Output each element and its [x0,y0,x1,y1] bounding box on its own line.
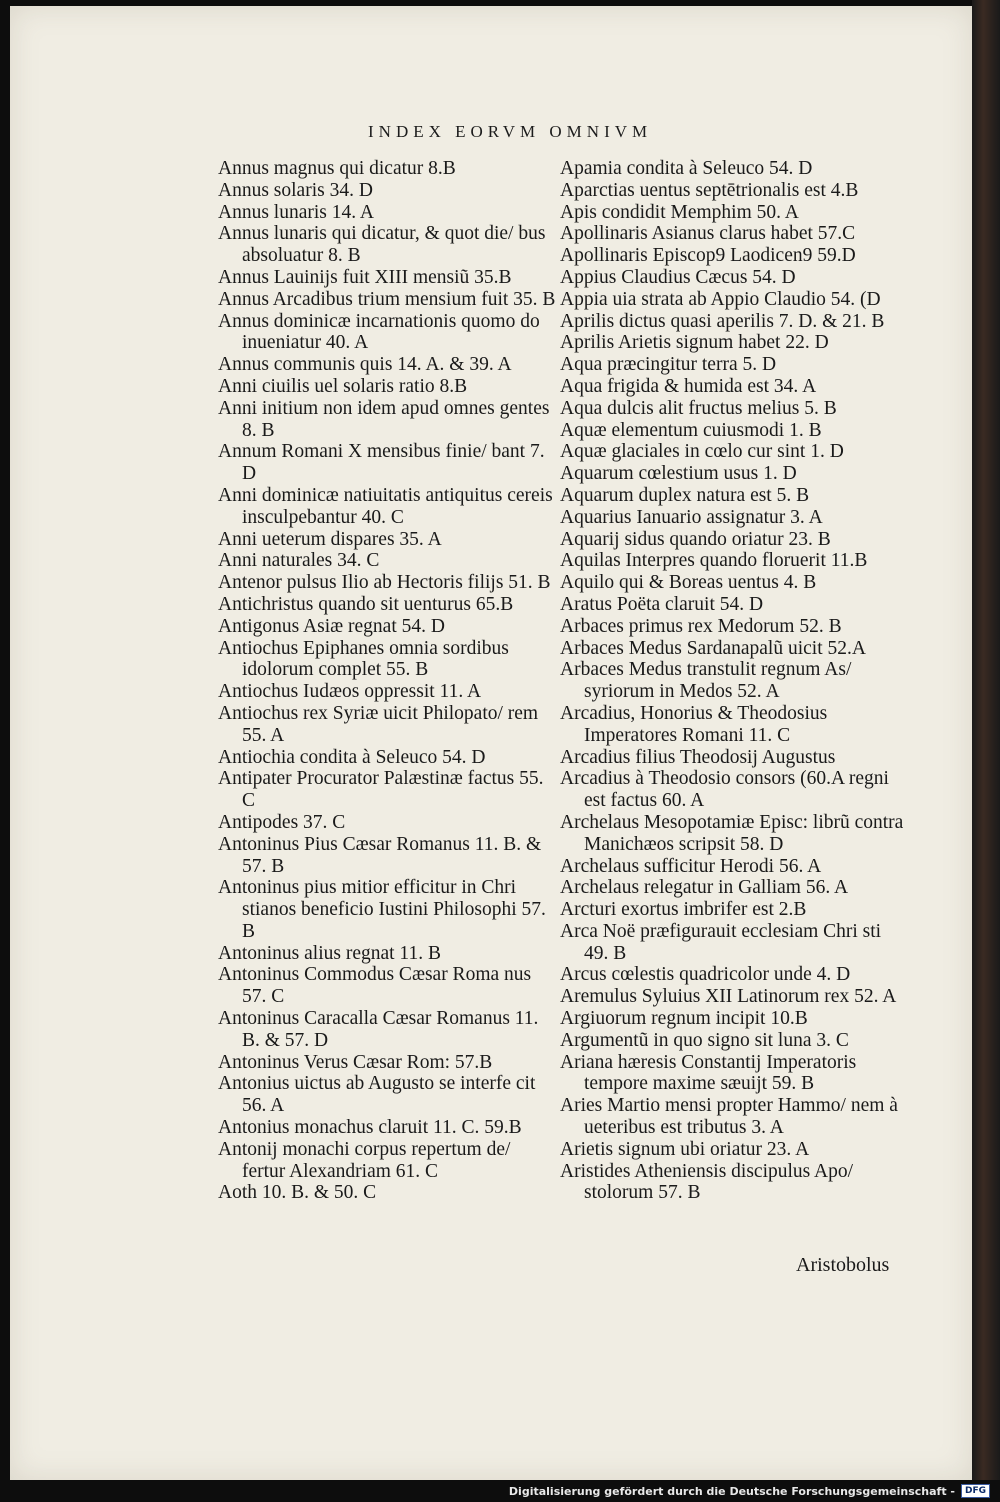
index-entry: Aoth 10. B. & 50. C [218,1182,377,1204]
index-entry: Antenor pulsus Ilio ab Hectoris filijs 51. B [218,572,551,594]
index-entry: Antiochia condita à Seleuco 54. D [218,746,486,768]
index-entry: Aqua frigida & humida est 34. A [560,375,817,397]
index-entry: Antoninus Verus Cæsar Rom: 57.B [218,1051,493,1073]
index-column-right [560,158,905,1204]
digitization-footer [0,1480,1000,1502]
index-entry: Apollinaris Episcop9 Laodicen9 59.D [560,245,856,267]
index-entry: Aqua dulcis alit fructus melius 5. B [560,397,837,419]
index-entry: Antiochus rex Syriæ uicit Philopato/ rem 55. A [218,702,539,746]
index-entry: Aristides Atheniensis discipulus Apo/ stolorum 57. B [560,1160,854,1204]
dfg-logo: DFG [961,1484,990,1498]
index-entry: Aquæ elementum cuiusmodi 1. B [560,419,822,441]
index-column-left [218,158,558,1204]
index-entry: Antigonus Asiæ regnat 54. D [218,615,445,637]
index-entry: Anni dominicæ natiuitatis antiquitus cereis insculpebantur 40. C [218,484,553,528]
index-entry: Antiochus Epiphanes omnia sordibus idolorum complet 55. B [218,637,509,681]
catchword: Aristobolus [796,1254,890,1276]
index-entry: Antoninus alius regnat 11. B [218,942,441,964]
index-entry: Antipater Procurator Palæstinæ factus 55. C [218,768,544,812]
index-entry: Antoninus Caracalla Cæsar Romanus 11. B. & 57. D [218,1008,539,1051]
index-entry: Archelaus relegatur in Galliam 56. A [560,877,849,899]
index-entry: Antoninus Pius Cæsar Romanus 11. B. & 57. B [218,833,542,877]
index-entry: Aquarius Ianuario assignatur 3. A [560,506,823,528]
index-entry: Arietis signum ubi oriatur 23. A [560,1138,810,1160]
index-entry: Arbaces primus rex Medorum 52. B [560,615,842,637]
index-entry: Anni ueterum dispares 35. A [218,528,442,550]
index-entry: Aquarij sidus quando oriatur 23. B [560,528,831,550]
index-entry: Archelaus sufficitur Herodi 56. A [560,855,822,877]
index-entry: Aratus Poëta claruit 54. D [560,593,764,615]
running-head: INDEX EORVM OMNIVM [368,122,653,141]
index-entry: Apis condidit Memphim 50. A [560,201,799,223]
index-entry: Anni ciuilis uel solaris ratio 8.B [218,375,468,397]
index-entry: Antonij monachi corpus repertum de/ fertur Alexandriam 61. C [218,1138,511,1182]
index-entry: Archelaus Mesopotamiæ Episc: librũ contra Manichæos scripsit 58. D [560,811,904,855]
index-entry: Aremulus Syluius XII Latinorum rex 52. A [560,986,897,1008]
index-entry: Aprilis dictus quasi aperilis 7. D. & 21. B [560,310,885,332]
index-entry: Arcadius filius Theodosij Augustus [560,746,836,768]
index-entry: Antonius monachus claruit 11. C. 59.B [218,1117,522,1139]
footer-text: Digitalisierung gefördert durch die Deutsche Forschungsgemeinschaft - [508,1484,955,1498]
index-entry: Argumentũ in quo signo sit luna 3. C [560,1029,849,1051]
index-entry: Aquilas Interpres quando floruerit 11.B [560,550,868,572]
index-entry: Annus Arcadibus trium mensium fuit 35. B [218,288,556,310]
index-entry: Arcadius à Theodosio consors (60.A regni est factus 60. A [560,768,889,812]
index-entry: Annus solaris 34. D [218,179,373,201]
index-entry: Antoninus Commodus Cæsar Roma nus 57. C [218,964,532,1008]
index-entry: Anni naturales 34. C [218,550,380,572]
index-entry: Arca Noë præfigurauit ecclesiam Chri sti 49. B [560,920,882,964]
index-entry: Annus communis quis 14. A. & 39. A [218,354,512,376]
index-entry: Annus magnus qui dicatur 8.B [218,158,456,179]
index-entry: Apollinaris Asianus clarus habet 57.C [560,223,856,245]
index-entry: Antichristus quando sit uenturus 65.B [218,593,514,615]
index-entry: Annus lunaris qui dicatur, & quot die/ bus absoluatur 8. B [218,223,546,267]
index-entry: Aparctias uentus septētrionalis est 4.B [560,179,859,201]
index-entry: Arcadius, Honorius & Theodosius Imperatores Romani 11. C [560,702,828,746]
index-entry: Ariana hæresis Constantij Imperatoris tempore maxime sæuijt 59. B [560,1051,857,1095]
index-entry: Antonius uictus ab Augusto se interfe cit 56. A [218,1073,536,1117]
index-entry: Aquæ glaciales in cœlo cur sint 1. D [560,441,844,463]
index-entry: Antipodes 37. C [218,811,346,833]
index-entry: Antiochus Iudæos oppressit 11. A [218,681,482,703]
index-entry: Appius Claudius Cæcus 54. D [560,266,796,288]
index-entry: Aquarum cœlestium usus 1. D [560,463,797,485]
index-entry: Aprilis Arietis signum habet 22. D [560,332,829,354]
index-entry: Arbaces Medus transtulit regnum As/ syriorum in Medos 52. A [560,659,852,703]
index-entry: Anni initium non idem apud omnes gentes 8. B [218,397,550,441]
index-entry: Arcturi exortus imbrifer est 2.B [560,899,807,921]
index-entry: Apamia condita à Seleuco 54. D [560,158,813,179]
index-entry: Aries Martio mensi propter Hammo/ nem à ueteribus est tributus 3. A [560,1095,898,1139]
index-entry: Argiuorum regnum incipit 10.B [560,1008,808,1030]
index-entry: Arbaces Medus Sardanapalũ uicit 52.A [560,637,866,659]
index-entry: Arcus cœlestis quadricolor unde 4. D [560,964,851,986]
index-entry: Annus dominicæ incarnationis quomo do inueniatur 40. A [218,310,540,354]
index-entry: Annus Lauinijs fuit XIII mensiũ 35.B [218,266,512,288]
index-entry: Antoninus pius mitior efficitur in Chri stianos beneficio Iustini Philosophi 57. B [218,877,546,942]
page-edge [972,0,1000,1480]
index-entry: Annus lunaris 14. A [218,201,374,223]
index-entry: Appia uia strata ab Appio Claudio 54. (D [560,288,881,310]
index-entry: Annum Romani X mensibus finie/ bant 7. D [218,441,545,485]
index-entry: Aquarum duplex natura est 5. B [560,484,810,506]
index-entry: Aqua præcingitur terra 5. D [560,354,777,376]
index-entry: Aquilo qui & Boreas uentus 4. B [560,572,817,594]
